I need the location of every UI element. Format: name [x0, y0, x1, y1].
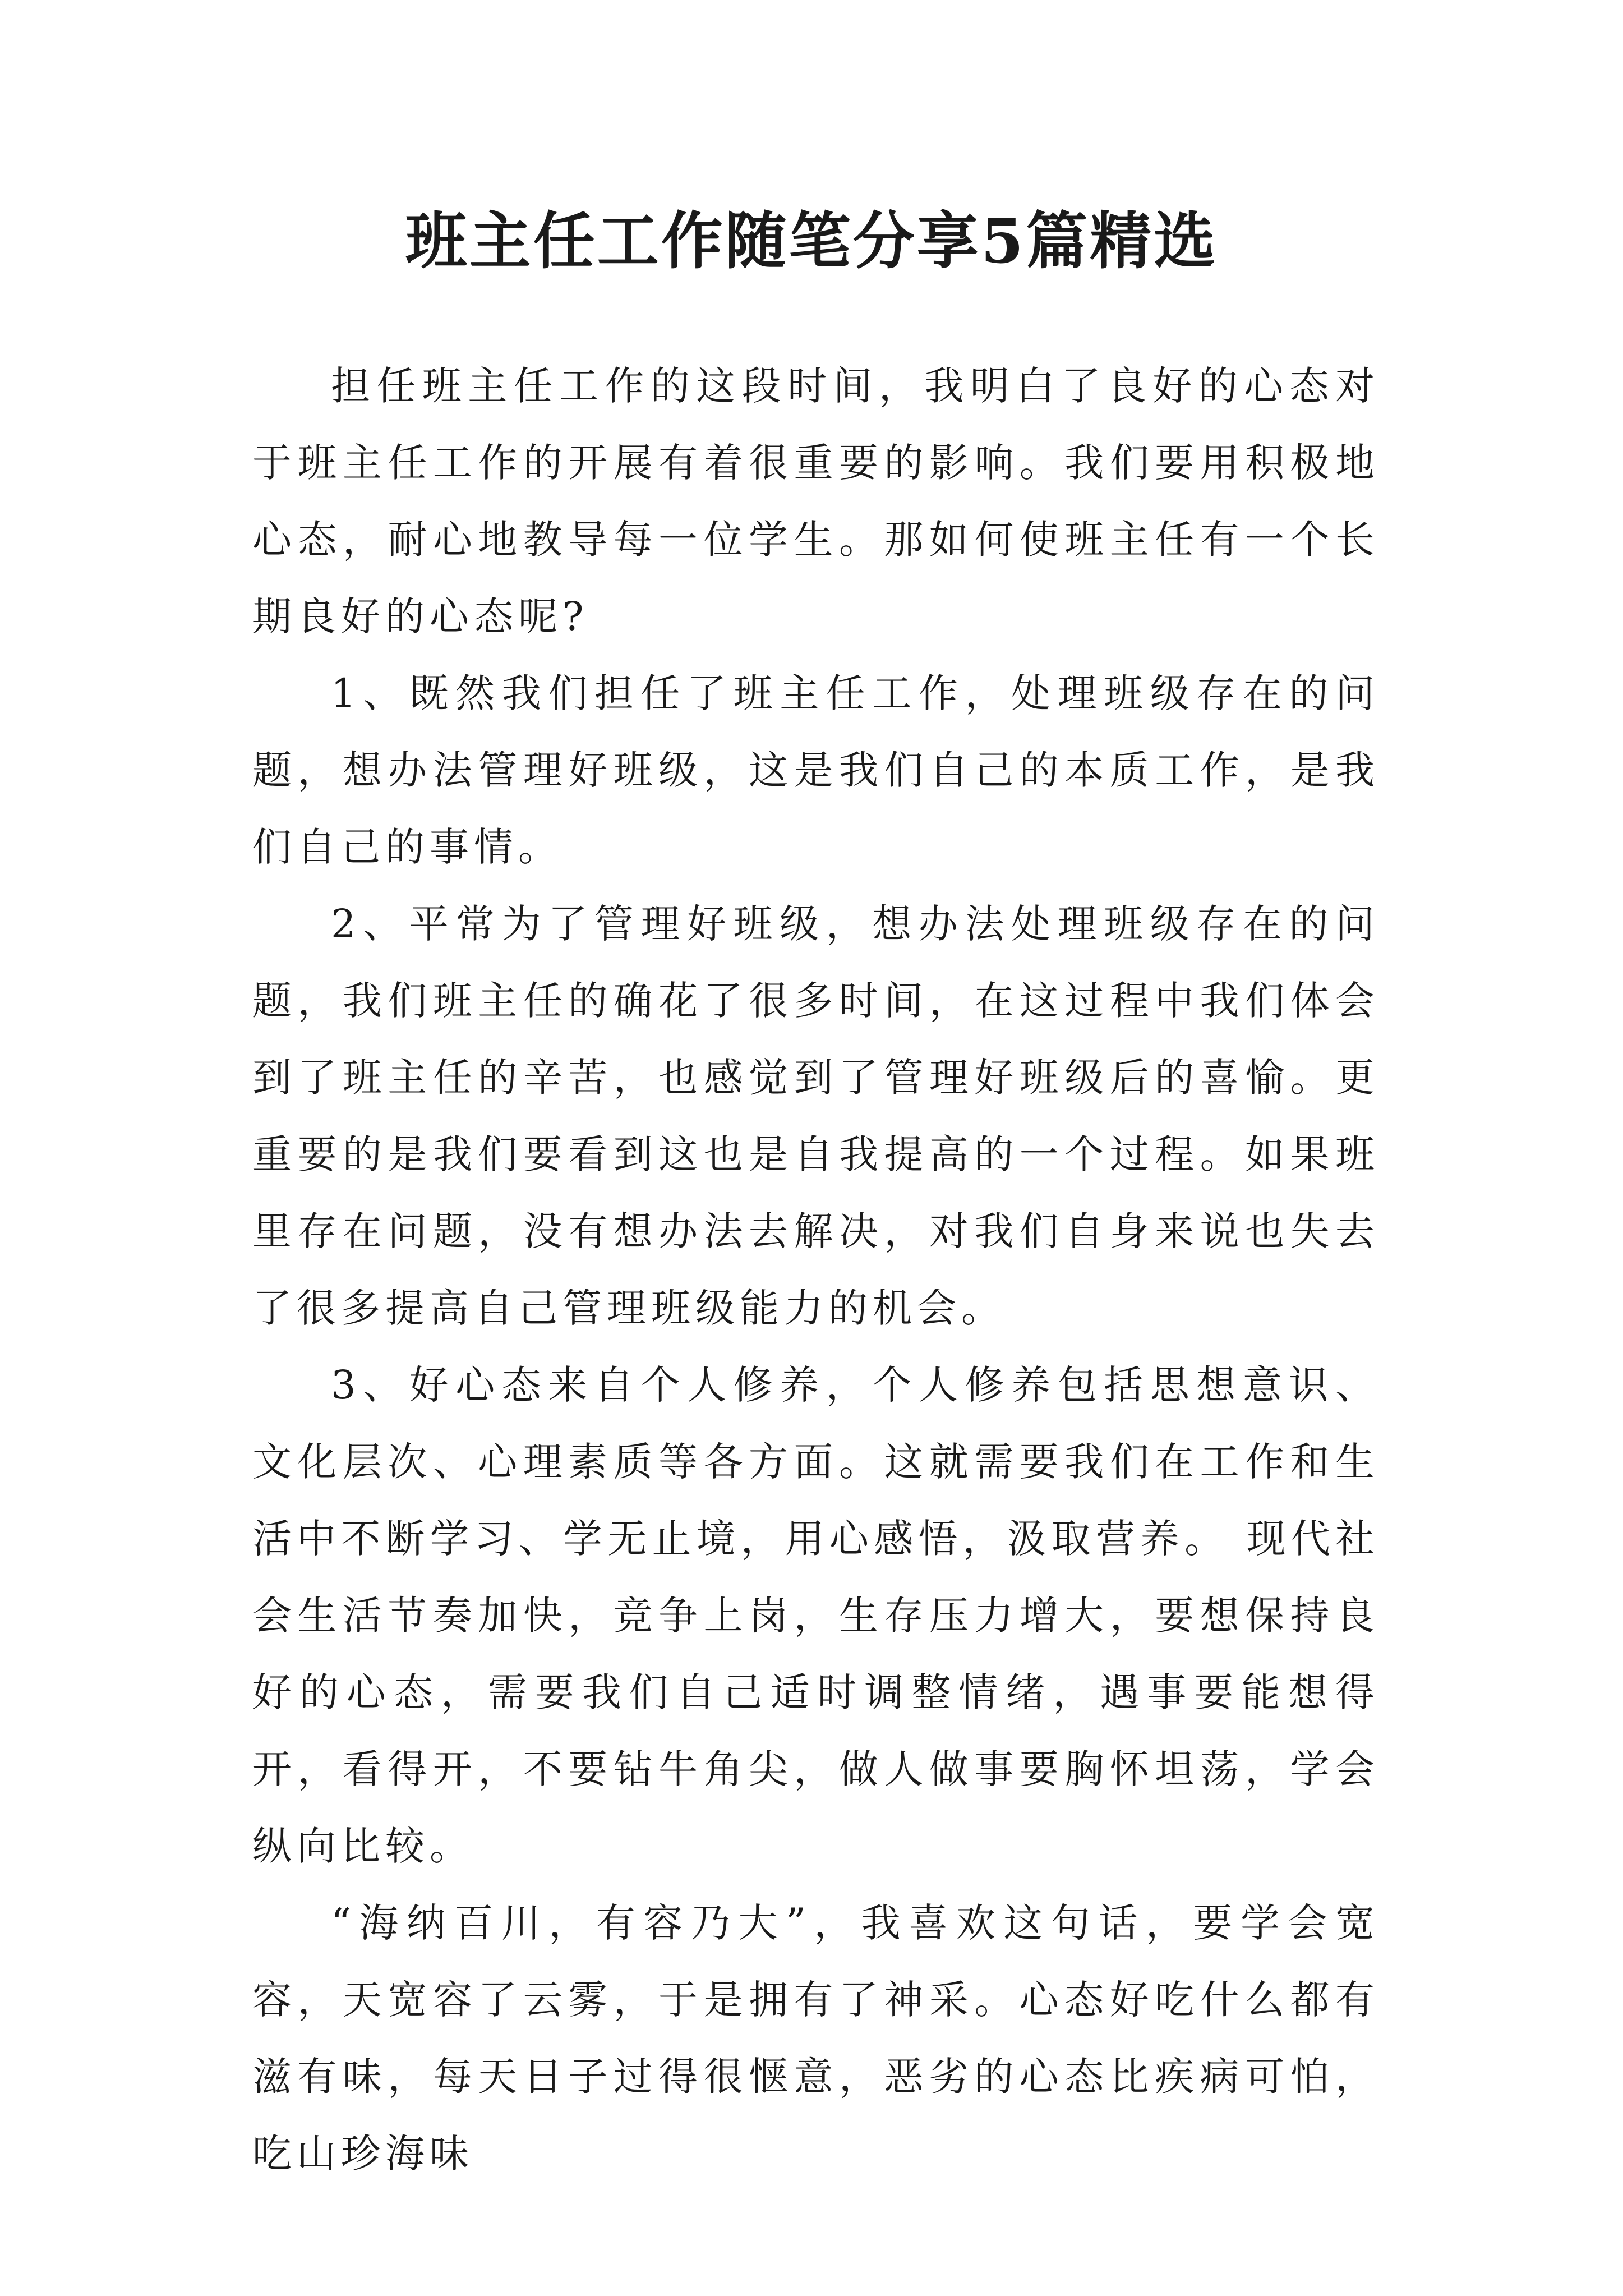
paragraph-intro: 担任班主任工作的这段时间，我明白了良好的心态对于班主任工作的开展有着很重要的影响。我们要用积极地心态，耐心地教导每一位学生。那如何使班主任有一个长期良好的心态呢?	[252, 363, 1380, 639]
paragraph-quote: “海纳百川，有容乃大”，我喜欢这句话，要学会宽容，天宽容了云雾，于是拥有了神采。心态好吃什么都有滋有味，每天日子过得很惬意，恶劣的心态比疾病可怕，吃山珍海味	[252, 1900, 1380, 2177]
document-title: 班主任工作随笔分享5篇精选	[405, 205, 1218, 277]
document-body	[252, 348, 1380, 2192]
paragraph-point-1: 1、既然我们担任了班主任工作，处理班级存在的问题，想办法管理好班级，这是我们自己的本质工作，是我们自己的事情。	[252, 670, 1380, 870]
paragraph-point-2: 2、平常为了管理好班级，想办法处理班级存在的问题，我们班主任的确花了很多时间，在这过程中我们体会到了班主任的辛苦，也感觉到了管理好班级后的喜愉。更重要的是我们要看到这也是自我提高的一个过程。如果班里存在问题，没有想办法去解决，对我们自身来说也失去了很多提高自己管理班级能力的机会。	[252, 901, 1380, 1331]
paragraph-point-3: 3、好心态来自个人修养，个人修养包括思想意识、文化层次、心理素质等各方面。这就需要我们在工作和生活中不断学习、学无止境，用心感悟，汲取营养。 现代社会生活节奏加快，竞争上岗，生存压力增大，要想保持良好的心态，需要我们自己适时调整情绪，遇事要能想得开，看得开，不要钻牛角尖，做人做事要胸怀坦荡，学会纵向比较。	[252, 1362, 1380, 1869]
